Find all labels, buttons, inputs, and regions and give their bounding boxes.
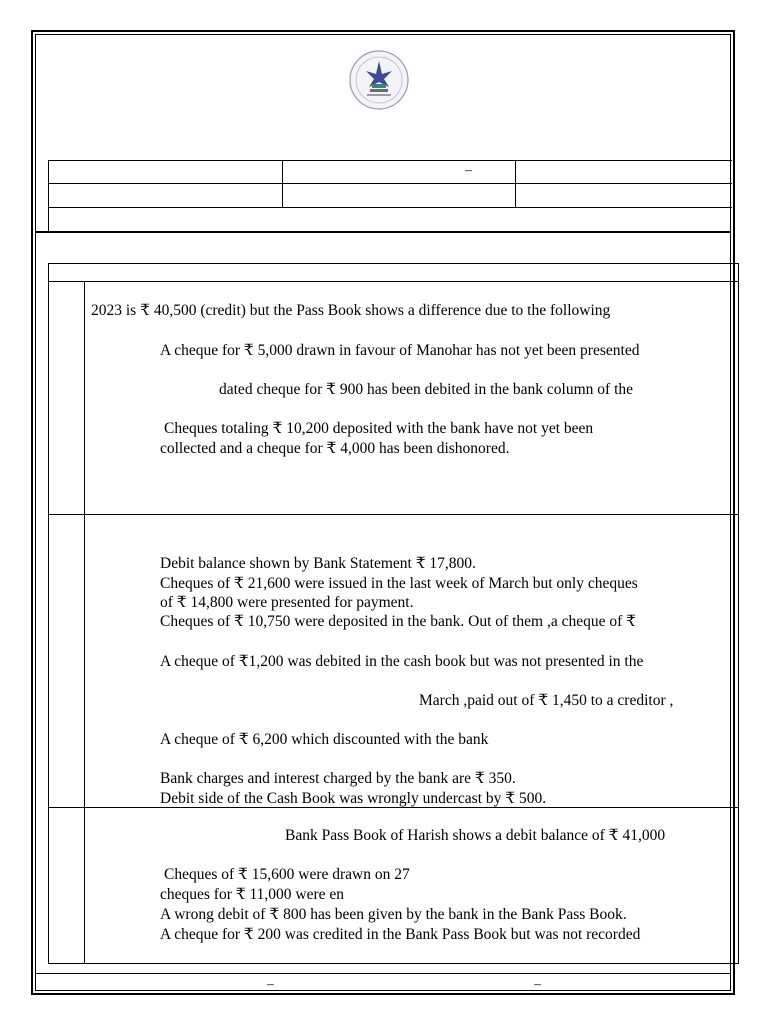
question-2-line-2: Cheques of ₹ 21,600 were issued in the last week of March but only cheques [160, 575, 638, 592]
header-table-col-divider-2 [515, 160, 516, 207]
question-row-divider-1 [48, 514, 739, 515]
footer-right-dash: – [534, 977, 541, 992]
question-1-line-4: Cheques totaling ₹ 10,200 deposited with the bank have not yet been [164, 420, 594, 437]
header-table-dash: – [465, 163, 472, 178]
question-3-line-2: Cheques of ₹ 15,600 were drawn on 27 [164, 866, 410, 883]
question-2-line-6: March ,paid out of ₹ 1,450 to a creditor , [419, 692, 674, 709]
header-table-row-divider-2 [48, 207, 732, 208]
footer-left-dash: – [267, 977, 274, 992]
question-2-line-3: of ₹ 14,800 were presented for payment. [160, 594, 414, 611]
question-2-line-9: Debit side of the Cash Book was wrongly undercast by ₹ 500. [160, 790, 547, 807]
header-table-left [48, 160, 49, 231]
question-1-line-5: collected and a cheque for ₹ 4,000 has been dishonored. [160, 440, 510, 457]
footer-top-border [35, 973, 731, 974]
questions-table-top [48, 263, 739, 264]
question-2-line-8: Bank charges and interest charged by the bank are ₹ 350. [160, 770, 516, 787]
header-table-col-divider-1 [282, 160, 283, 207]
question-1-line-2: A cheque for ₹ 5,000 drawn in favour of Manohar has not yet been presented [160, 342, 640, 359]
question-1-line-3: dated cheque for ₹ 900 has been debited in the bank column of the [219, 381, 634, 398]
question-2-line-5: A cheque of ₹1,200 was debited in the cash book but was not presented in the [160, 653, 644, 670]
questions-table-number-column [84, 281, 85, 964]
question-2-line-4: Cheques of ₹ 10,750 were deposited in the bank. Out of them ,a cheque of ₹ [160, 613, 636, 630]
questions-table-bottom [48, 963, 739, 964]
page-border-inner [35, 34, 731, 991]
questions-table-header-divider [48, 281, 739, 282]
question-3-line-4: A wrong debit of ₹ 800 has been given by the bank in the Bank Pass Book. [160, 906, 627, 923]
header-table-top [48, 160, 732, 161]
question-3-line-3: cheques for ₹ 11,000 were en [160, 886, 345, 903]
header-table-row-divider-1 [48, 183, 732, 184]
question-3-line-1: Bank Pass Book of Harish shows a debit balance of ₹ 41,000 [285, 827, 666, 844]
school-logo [348, 49, 410, 111]
header-section-bottom-border [35, 231, 731, 233]
questions-table-left [48, 263, 49, 964]
question-2-line-1: Debit balance shown by Bank Statement ₹ 17,800. [160, 555, 476, 572]
question-1-line-1: 2023 is ₹ 40,500 (credit) but the Pass Book shows a difference due to the following [91, 302, 611, 319]
question-3-line-5: A cheque for ₹ 200 was credited in the Bank Pass Book but was not recorded [160, 926, 641, 943]
question-2-line-7: A cheque of ₹ 6,200 which discounted with the bank [160, 731, 489, 748]
questions-table-right [738, 263, 739, 964]
